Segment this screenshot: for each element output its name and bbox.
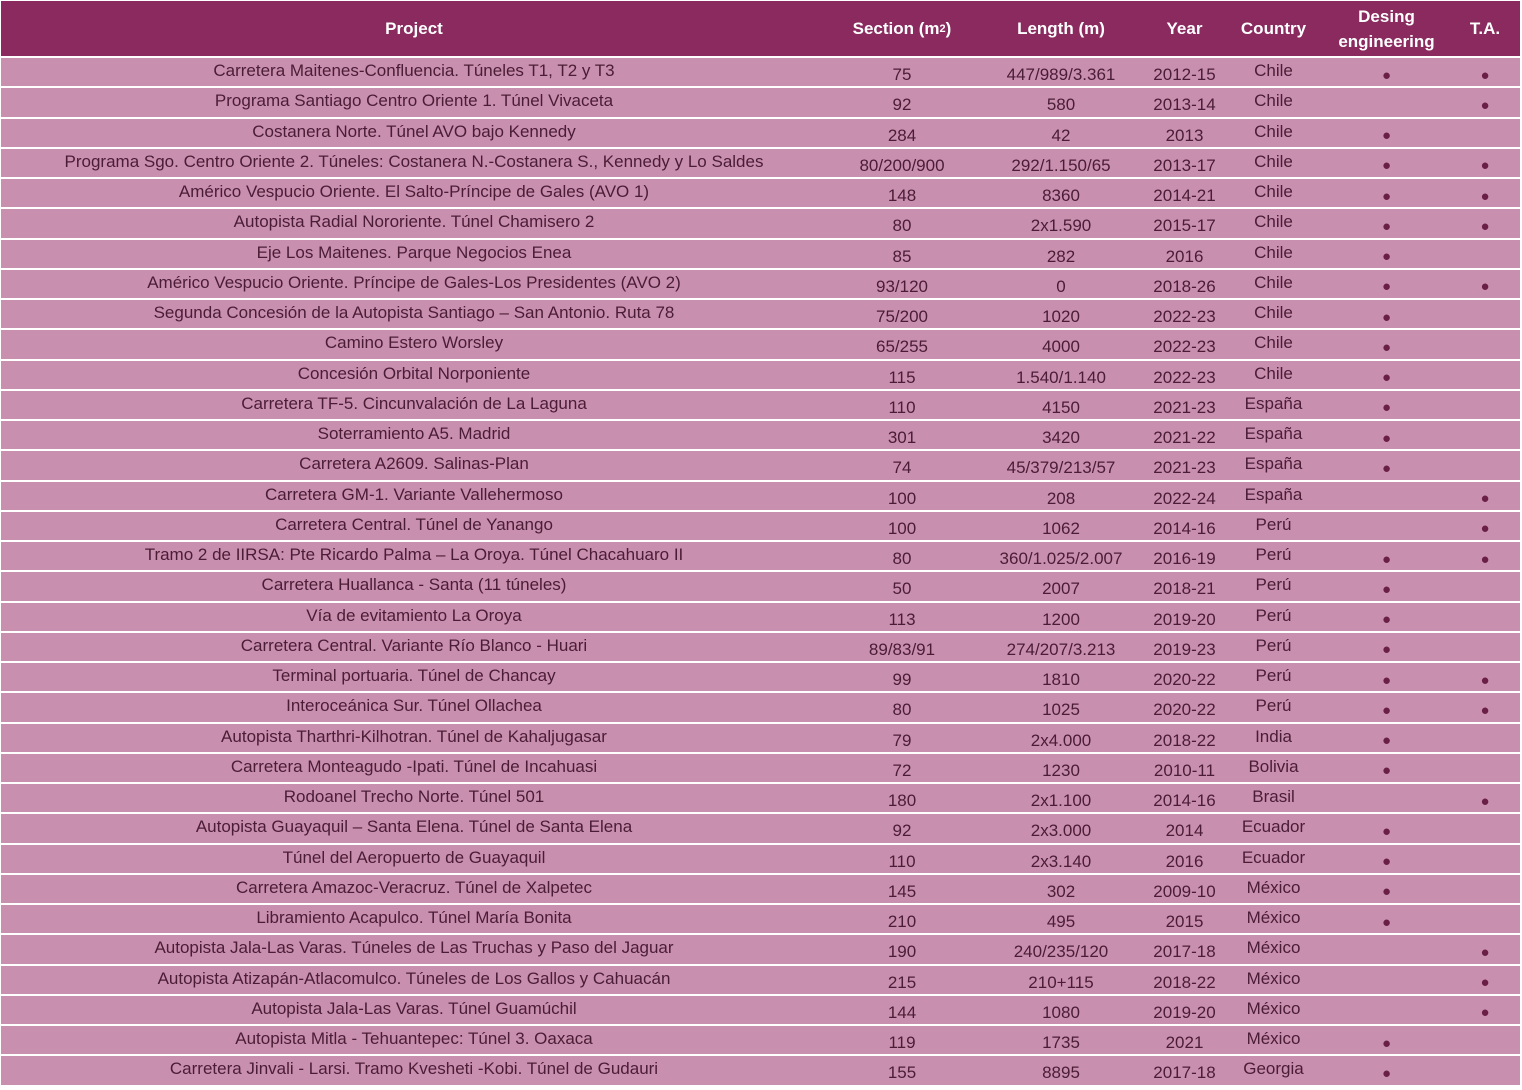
- country-cell: Georgia: [1243, 1059, 1304, 1079]
- country-cell: Perú: [1255, 514, 1292, 534]
- section-cell: 50: [892, 579, 912, 599]
- project-cell: Interoceánica Sur. Túnel Ollachea: [286, 696, 542, 716]
- section-cell: 99: [892, 670, 912, 690]
- length-cell: 210+115: [1028, 972, 1094, 992]
- length-cell: 3420: [1042, 428, 1080, 448]
- ta-cell: [1450, 875, 1520, 903]
- year-cell: 2016: [1165, 851, 1204, 871]
- country-cell: Chile: [1254, 61, 1293, 80]
- length-cell: 2x3.140: [1030, 851, 1092, 871]
- section-cell: 79: [892, 730, 912, 750]
- table-row: [1, 845, 1520, 875]
- country-cell: México: [1246, 938, 1301, 958]
- length-cell: 8895: [1042, 1063, 1080, 1083]
- country-cell: Chile: [1254, 182, 1293, 201]
- section-cell: 110: [888, 397, 916, 417]
- project-cell: Carretera TF-5. Cincunvalación de La Laguna: [241, 393, 587, 413]
- ta-cell: [1450, 421, 1520, 449]
- ta-cell: [1450, 633, 1520, 661]
- section-cell: 215: [887, 972, 917, 992]
- country-cell: Perú: [1255, 605, 1292, 625]
- project-cell: Programa Sgo. Centro Oriente 2. Túneles: Costanera N.-Costanera S., Kennedy y Lo Saldes: [64, 151, 764, 171]
- ta-cell: [1450, 724, 1520, 752]
- length-cell: 1735: [1042, 1033, 1080, 1053]
- project-cell: Segunda Concesión de la Autopista Santiago – San Antonio. Ruta 78: [153, 303, 675, 322]
- section-cell: 100: [887, 488, 917, 508]
- design-engineering-cell: ●: [1381, 671, 1392, 689]
- country-cell: Ecuador: [1241, 847, 1306, 867]
- ta-cell: [1450, 572, 1520, 600]
- project-cell: Carretera Maitenes-Confluencia. Túneles T1, T2 y T3: [213, 61, 615, 80]
- year-cell: 2021-22: [1153, 428, 1216, 448]
- country-cell: México: [1246, 877, 1301, 897]
- design-engineering-cell: [1323, 512, 1450, 540]
- section-cell: 92: [892, 95, 912, 115]
- ta-cell: ●: [1480, 217, 1490, 235]
- design-engineering-cell: ●: [1381, 641, 1392, 659]
- length-cell: 580: [1046, 95, 1076, 115]
- design-engineering-cell: ●: [1381, 732, 1392, 750]
- project-cell: Autopista Atizapán-Atlacomulco. Túneles de Los Gallos y Cahuacán: [157, 968, 671, 988]
- project-cell: Autopista Jala-Las Varas. Túnel Guamúchil: [251, 998, 577, 1018]
- year-cell: 2013-17: [1153, 155, 1216, 175]
- country-cell: Chile: [1254, 242, 1293, 262]
- table-row: [1, 966, 1520, 996]
- table-row: [1, 875, 1520, 905]
- project-cell: Carretera Jinvali - Larsi. Tramo Kvesheti -Kobi. Túnel de Gudauri: [169, 1059, 659, 1079]
- header-section: [827, 19, 977, 39]
- country-cell: España: [1244, 484, 1303, 504]
- table-row: [1, 542, 1520, 572]
- year-cell: 2010-11: [1153, 760, 1216, 780]
- country-cell: España: [1244, 454, 1303, 474]
- year-cell: 2018-21: [1153, 579, 1216, 599]
- year-cell: 2014-21: [1153, 186, 1216, 206]
- design-engineering-cell: ●: [1381, 338, 1392, 356]
- design-engineering-cell: ●: [1381, 369, 1392, 387]
- year-cell: 2022-23: [1153, 367, 1216, 387]
- table-row: [1, 209, 1520, 239]
- design-engineering-cell: ●: [1381, 459, 1392, 477]
- length-cell: 4000: [1042, 337, 1080, 357]
- ta-cell: ●: [1480, 550, 1490, 568]
- year-cell: 2022-24: [1153, 488, 1216, 508]
- project-cell: Carretera Central. Túnel de Yanango: [275, 514, 553, 534]
- ta-cell: [1450, 330, 1520, 358]
- ta-cell: ●: [1480, 96, 1490, 114]
- length-cell: 208: [1046, 488, 1076, 508]
- table-row: [1, 451, 1520, 481]
- length-cell: 292/1.150/65: [1011, 155, 1111, 175]
- table-row: [1, 1026, 1520, 1056]
- project-cell: Rodoanel Trecho Norte. Túnel 501: [283, 787, 545, 806]
- length-cell: 1062: [1042, 518, 1080, 538]
- length-cell: 1230: [1042, 760, 1080, 780]
- country-cell: Chile: [1254, 333, 1293, 353]
- length-cell: 4150: [1042, 397, 1080, 417]
- year-cell: 2019-23: [1153, 639, 1216, 659]
- table-row: [1, 572, 1520, 602]
- design-engineering-cell: [1323, 966, 1450, 994]
- section-cell: 80: [892, 700, 912, 720]
- year-cell: 2021: [1165, 1033, 1204, 1053]
- ta-cell: [1450, 451, 1520, 479]
- country-cell: Perú: [1255, 545, 1292, 564]
- project-cell: Camino Estero Worsley: [324, 333, 504, 353]
- country-cell: Perú: [1255, 575, 1292, 595]
- design-engineering-cell: ●: [1381, 187, 1392, 205]
- year-cell: 2021-23: [1153, 397, 1216, 417]
- table-header: [1, 1, 1520, 58]
- project-cell: Autopista Tharthri-Kilhotran. Túnel de Kahaljugasar: [221, 726, 607, 746]
- project-cell: Costanera Norte. Túnel AVO bajo Kennedy: [252, 121, 576, 141]
- year-cell: 2012-15: [1153, 65, 1216, 85]
- ta-cell: ●: [1480, 490, 1490, 508]
- project-cell: Carretera Monteagudo -Ipati. Túnel de Incahuasi: [230, 756, 598, 776]
- ta-cell: ●: [1480, 1004, 1490, 1022]
- year-cell: 2009-10: [1153, 881, 1216, 901]
- design-engineering-cell: [1323, 784, 1450, 812]
- project-cell: Carretera A2609. Salinas-Plan: [299, 454, 529, 474]
- length-cell: 274/207/3.213: [1006, 639, 1116, 659]
- project-cell: Terminal portuaria. Túnel de Chancay: [272, 666, 556, 685]
- length-cell: 1810: [1042, 670, 1080, 690]
- table-row: [1, 240, 1520, 270]
- country-cell: España: [1244, 393, 1303, 413]
- length-cell: 0: [1056, 276, 1066, 296]
- project-cell: Programa Santiago Centro Oriente 1. Túnel Vivaceta: [214, 91, 614, 111]
- project-cell: Américo Vespucio Oriente. El Salto-Príncipe de Gales (AVO 1): [178, 182, 650, 201]
- country-cell: Perú: [1255, 666, 1292, 685]
- year-cell: 2020-22: [1153, 700, 1216, 720]
- project-cell: Túnel del Aeropuerto de Guayaquil: [282, 847, 546, 867]
- design-engineering-cell: ●: [1381, 157, 1392, 175]
- country-cell: España: [1244, 424, 1303, 443]
- country-cell: Chile: [1254, 363, 1293, 383]
- design-engineering-cell: ●: [1381, 248, 1392, 266]
- table-row: [1, 663, 1520, 693]
- design-engineering-cell: ●: [1381, 611, 1392, 629]
- section-cell: 113: [888, 609, 916, 629]
- year-cell: 2014-16: [1153, 518, 1216, 538]
- section-cell: 80/200/900: [859, 155, 945, 175]
- project-cell: Carretera Central. Variante Río Blanco - Huari: [240, 635, 588, 655]
- ta-cell: [1450, 814, 1520, 842]
- year-cell: 2018-22: [1153, 730, 1216, 750]
- section-cell: 89/83/91: [868, 639, 936, 659]
- ta-cell: ●: [1480, 187, 1490, 205]
- table-row: [1, 724, 1520, 754]
- length-cell: 240/235/120: [1013, 942, 1109, 962]
- project-cell: Vía de evitamiento La Oroya: [306, 605, 522, 625]
- section-cell: 144: [887, 1002, 917, 1022]
- project-cell: Carretera GM-1. Variante Vallehermoso: [265, 484, 563, 504]
- table-row: [1, 149, 1520, 179]
- country-cell: México: [1246, 1029, 1301, 1048]
- year-cell: 2020-22: [1153, 670, 1216, 690]
- ta-cell: [1450, 1056, 1520, 1084]
- design-engineering-cell: ●: [1381, 66, 1392, 84]
- design-engineering-cell: ●: [1381, 580, 1392, 598]
- table-row: [1, 996, 1520, 1026]
- section-cell: 148: [887, 186, 917, 206]
- ta-cell: [1450, 905, 1520, 933]
- length-cell: 1.540/1.140: [1016, 367, 1106, 387]
- year-cell: 2014-16: [1153, 791, 1216, 811]
- country-cell: Chile: [1254, 212, 1293, 232]
- section-cell: 80: [892, 216, 912, 236]
- table-row: [1, 421, 1520, 451]
- table-body: [1, 58, 1520, 1087]
- header-country: Country: [1240, 18, 1307, 38]
- design-engineering-cell: ●: [1381, 429, 1392, 447]
- design-engineering-cell: ●: [1381, 278, 1392, 296]
- table-row: [1, 330, 1520, 360]
- header-section-close: ): [945, 18, 952, 38]
- table-row: [1, 693, 1520, 723]
- ta-cell: [1450, 300, 1520, 328]
- table-row: [1, 512, 1520, 542]
- year-cell: 2014: [1165, 821, 1204, 841]
- design-engineering-cell: ●: [1381, 853, 1392, 871]
- project-cell: Libramiento Acapulco. Túnel María Bonita: [256, 908, 572, 927]
- header-year: Year: [1166, 18, 1203, 38]
- design-engineering-cell: [1323, 88, 1450, 116]
- header-length: Length (m): [1017, 18, 1105, 38]
- table-row: [1, 391, 1520, 421]
- ta-cell: ●: [1480, 701, 1490, 719]
- year-cell: 2018-26: [1153, 276, 1216, 296]
- ta-cell: ●: [1480, 671, 1490, 689]
- year-cell: 2022-23: [1153, 337, 1216, 357]
- section-cell: 80: [892, 549, 912, 569]
- table-row: [1, 58, 1520, 88]
- country-cell: Bolivia: [1248, 756, 1299, 776]
- projects-table: [1, 1, 1520, 1087]
- design-engineering-cell: [1323, 482, 1450, 510]
- design-engineering-cell: ●: [1381, 1064, 1392, 1082]
- section-cell: 110: [888, 851, 916, 871]
- country-cell: México: [1246, 908, 1301, 927]
- ta-cell: ●: [1480, 157, 1490, 175]
- table-row: [1, 603, 1520, 633]
- section-cell: 93/120: [876, 276, 928, 296]
- project-cell: Autopista Jala-Las Varas. Túneles de Las Truchas y Paso del Jaguar: [154, 938, 674, 958]
- length-cell: 282: [1046, 246, 1076, 266]
- section-cell: 210: [887, 912, 917, 932]
- country-cell: Chile: [1254, 303, 1293, 322]
- table-row: [1, 784, 1520, 814]
- year-cell: 2013: [1165, 125, 1204, 145]
- length-cell: 45/379/213/57: [1006, 458, 1116, 478]
- design-engineering-cell: ●: [1381, 217, 1392, 235]
- country-cell: Brasil: [1252, 787, 1295, 806]
- length-cell: 360/1.025/2.007: [999, 549, 1123, 569]
- table-row: [1, 179, 1520, 209]
- table-row: [1, 119, 1520, 149]
- ta-cell: [1450, 391, 1520, 419]
- year-cell: 2018-22: [1153, 972, 1216, 992]
- ta-cell: ●: [1480, 520, 1490, 538]
- project-cell: Autopista Mitla - Tehuantepec: Túnel 3. Oaxaca: [235, 1029, 593, 1048]
- length-cell: 302: [1046, 881, 1076, 901]
- year-cell: 2015-17: [1153, 216, 1216, 236]
- ta-cell: ●: [1480, 974, 1490, 992]
- design-engineering-cell: ●: [1381, 762, 1392, 780]
- year-cell: 2015: [1165, 912, 1204, 932]
- year-cell: 2019-20: [1153, 609, 1216, 629]
- section-cell: 85: [892, 246, 912, 266]
- length-cell: 447/989/3.361: [1006, 65, 1116, 85]
- ta-cell: [1450, 119, 1520, 147]
- year-cell: 2016-19: [1153, 549, 1216, 569]
- section-cell: 190: [887, 942, 917, 962]
- length-cell: 1025: [1042, 700, 1080, 720]
- ta-cell: ●: [1480, 278, 1490, 296]
- length-cell: 495: [1046, 912, 1076, 932]
- length-cell: 8360: [1042, 186, 1080, 206]
- length-cell: 2x3.000: [1030, 821, 1092, 841]
- ta-cell: [1450, 1026, 1520, 1054]
- section-cell: 75: [892, 65, 912, 85]
- table-row: [1, 88, 1520, 118]
- header-ta: T.A.: [1469, 18, 1501, 38]
- design-engineering-cell: ●: [1381, 399, 1392, 417]
- year-cell: 2022-23: [1153, 307, 1216, 327]
- project-cell: Autopista Radial Nororiente. Túnel Chamisero 2: [233, 212, 595, 232]
- length-cell: 2007: [1042, 579, 1080, 599]
- table-row: [1, 935, 1520, 965]
- table-row: [1, 361, 1520, 391]
- country-cell: Chile: [1254, 121, 1293, 141]
- section-cell: 74: [892, 458, 912, 478]
- design-engineering-cell: ●: [1381, 550, 1392, 568]
- country-cell: Perú: [1255, 696, 1292, 716]
- length-cell: 2x4.000: [1030, 730, 1092, 750]
- table-row: [1, 270, 1520, 300]
- header-section-label: Section (m: [852, 18, 940, 38]
- project-cell: Carretera Huallanca - Santa (11 túneles): [261, 575, 567, 595]
- ta-cell: ●: [1480, 792, 1490, 810]
- length-cell: 1200: [1042, 609, 1080, 629]
- country-cell: Perú: [1255, 635, 1292, 655]
- section-cell: 92: [892, 821, 912, 841]
- table-row: [1, 905, 1520, 935]
- ta-cell: [1450, 240, 1520, 268]
- length-cell: 2x1.590: [1030, 216, 1092, 236]
- header-design-engineering: Desing engineering: [1338, 6, 1435, 51]
- country-cell: India: [1255, 726, 1292, 746]
- year-cell: 2021-23: [1153, 458, 1216, 478]
- design-engineering-cell: ●: [1381, 308, 1392, 326]
- section-cell: 119: [888, 1033, 916, 1053]
- table-row: [1, 754, 1520, 784]
- length-cell: 1080: [1042, 1002, 1080, 1022]
- ta-cell: [1450, 603, 1520, 631]
- country-cell: Ecuador: [1241, 817, 1306, 837]
- design-engineering-cell: ●: [1381, 1034, 1392, 1052]
- year-cell: 2016: [1165, 246, 1204, 266]
- header-project: Project: [385, 18, 443, 38]
- design-engineering-cell: ●: [1381, 913, 1392, 931]
- section-cell: 145: [887, 881, 917, 901]
- section-cell: 65/255: [876, 337, 928, 357]
- section-cell: 284: [887, 125, 917, 145]
- design-engineering-cell: [1323, 996, 1450, 1024]
- ta-cell: [1450, 845, 1520, 873]
- table-row: [1, 814, 1520, 844]
- section-cell: 115: [888, 367, 916, 387]
- project-cell: Eje Los Maitenes. Parque Negocios Enea: [256, 242, 572, 262]
- section-cell: 72: [892, 760, 912, 780]
- year-cell: 2019-20: [1153, 1002, 1216, 1022]
- project-cell: Tramo 2 de IIRSA: Pte Ricardo Palma – La Oroya. Túnel Chacahuaro II: [144, 545, 684, 564]
- ta-cell: [1450, 754, 1520, 782]
- table-row: [1, 1056, 1520, 1086]
- project-cell: Carretera Amazoc-Veracruz. Túnel de Xalpetec: [236, 877, 592, 897]
- section-cell: 180: [887, 791, 917, 811]
- country-cell: Chile: [1254, 91, 1293, 111]
- ta-cell: ●: [1480, 943, 1490, 961]
- section-cell: 75/200: [876, 307, 928, 327]
- table-row: [1, 482, 1520, 512]
- length-cell: 1020: [1042, 307, 1080, 327]
- design-engineering-cell: ●: [1381, 701, 1392, 719]
- country-cell: Chile: [1254, 151, 1293, 171]
- project-cell: Concesión Orbital Norponiente: [297, 363, 531, 383]
- section-cell: 301: [887, 428, 917, 448]
- year-cell: 2017-18: [1153, 942, 1216, 962]
- table-row: [1, 300, 1520, 330]
- design-engineering-cell: ●: [1381, 127, 1392, 145]
- country-cell: México: [1246, 998, 1301, 1018]
- year-cell: 2017-18: [1153, 1063, 1216, 1083]
- section-cell: 155: [887, 1063, 917, 1083]
- project-cell: Autopista Guayaquil – Santa Elena. Túnel de Santa Elena: [195, 817, 633, 837]
- design-engineering-cell: [1323, 935, 1450, 963]
- header-section-superscript: 2: [939, 22, 946, 35]
- country-cell: Chile: [1254, 272, 1293, 292]
- design-engineering-cell: ●: [1381, 883, 1392, 901]
- section-cell: 100: [887, 518, 917, 538]
- country-cell: México: [1246, 968, 1301, 988]
- project-cell: Américo Vespucio Oriente. Príncipe de Gales-Los Presidentes (AVO 2): [147, 272, 681, 292]
- ta-cell: [1450, 361, 1520, 389]
- design-engineering-cell: ●: [1381, 822, 1392, 840]
- table-row: [1, 633, 1520, 663]
- length-cell: 2x1.100: [1030, 791, 1092, 811]
- length-cell: 42: [1051, 125, 1071, 145]
- ta-cell: ●: [1480, 66, 1490, 84]
- year-cell: 2013-14: [1153, 95, 1216, 115]
- project-cell: Soterramiento A5. Madrid: [317, 424, 511, 443]
